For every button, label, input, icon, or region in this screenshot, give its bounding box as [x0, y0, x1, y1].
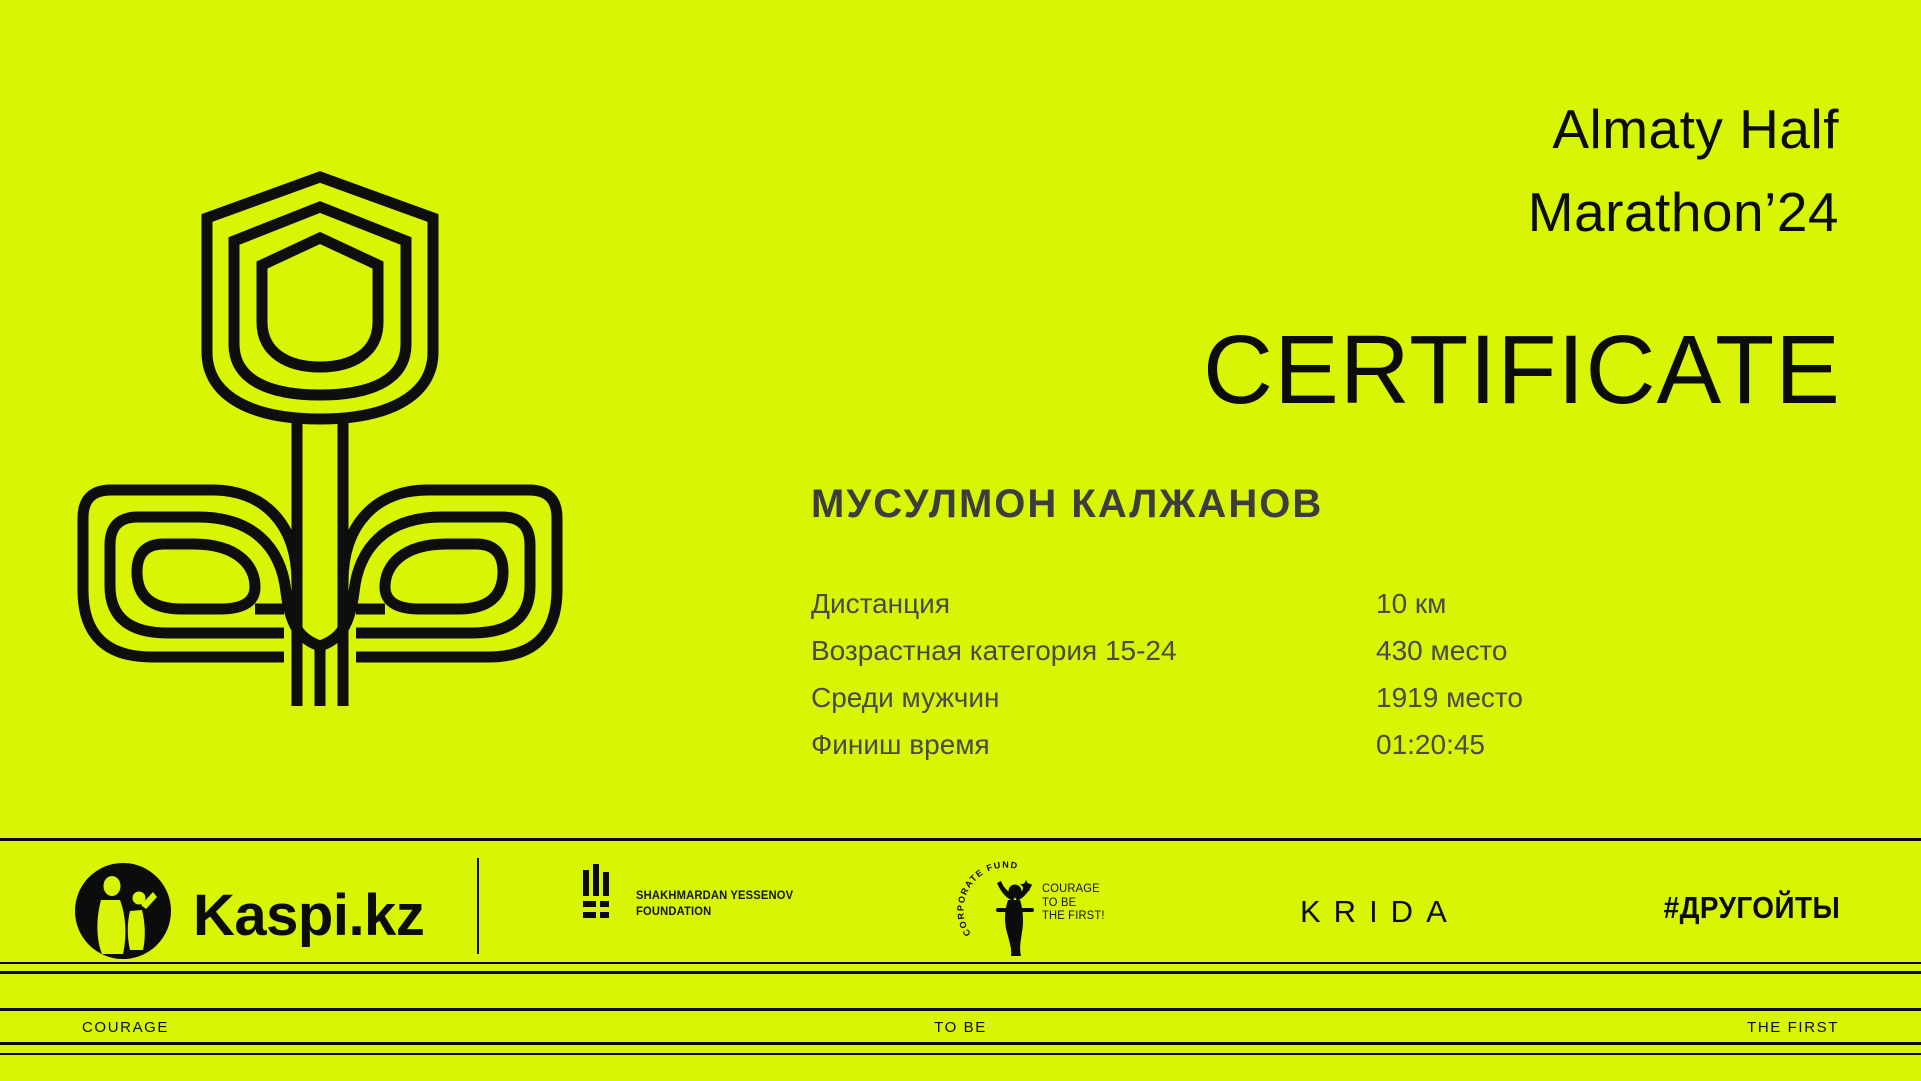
- result-row-distance: [811, 590, 1451, 618]
- result-value: 01:20:45: [1376, 729, 1485, 760]
- result-value: 430 место: [1376, 635, 1508, 666]
- kaspi-logo-text: Kaspi.kz: [193, 883, 425, 948]
- tulip-logo: [70, 165, 570, 718]
- event-title-line2: Marathon’24: [1527, 181, 1839, 243]
- results-table: [811, 588, 1523, 778]
- yessenov-line2: FOUNDATION: [636, 904, 712, 918]
- drugoyty-logo-text: #ДРУГОЙТЫ: [1663, 890, 1840, 925]
- kaspi-logo-icon: [75, 863, 171, 959]
- tulip-leaf-right: [320, 490, 557, 706]
- result-label: Финиш время: [811, 729, 990, 760]
- result-value: 1919 место: [1376, 682, 1523, 713]
- yessenov-foundation-text: [636, 887, 793, 919]
- strip-the-first: THE FIRST: [1747, 1019, 1839, 1036]
- yessenov-foundation-icon: [583, 864, 613, 922]
- courage-fund-text: [1042, 883, 1105, 924]
- tulip-leaf-left: [83, 490, 320, 706]
- courage-line2: TO BE: [1042, 896, 1077, 909]
- result-row-finish-time: [811, 729, 1485, 760]
- sponsor-divider-line: [477, 858, 479, 954]
- certificate-heading: CERTIFICATE: [1203, 315, 1841, 424]
- strip-to-be: TO BE: [934, 1019, 987, 1036]
- result-label: Среди мужчин: [811, 682, 1000, 713]
- strip-courage: COURAGE: [82, 1019, 170, 1036]
- divider-line: [0, 1042, 1921, 1045]
- event-title: [1528, 88, 1839, 254]
- divider-line: [0, 838, 1921, 841]
- courage-arc-text: CORPORATE FUND: [955, 859, 1020, 939]
- tulip-head-shield: [262, 238, 378, 367]
- yessenov-line1: SHAKHMARDAN YESSENOV: [636, 888, 794, 902]
- participant-name: МУСУЛМОН КАЛЖАНОВ: [811, 482, 1324, 526]
- krida-logo-text: KRIDA: [1300, 894, 1460, 929]
- courage-line1: COURAGE: [1042, 883, 1100, 895]
- result-label: Дистанция: [811, 588, 950, 619]
- tulip-stem: [297, 413, 343, 706]
- courage-line3: THE FIRST!: [1042, 910, 1105, 922]
- result-row-age-category: [811, 635, 1508, 666]
- result-label: Возрастная категория 15-24: [811, 635, 1177, 666]
- result-row-among-men: [811, 682, 1523, 713]
- divider-line: [0, 1053, 1921, 1055]
- divider-line: [0, 1008, 1921, 1011]
- tulip-head-outer: [207, 177, 433, 419]
- divider-line: [0, 971, 1921, 974]
- result-value: 10 км: [1376, 588, 1447, 619]
- event-title-line1: Almaty Half: [1552, 98, 1839, 160]
